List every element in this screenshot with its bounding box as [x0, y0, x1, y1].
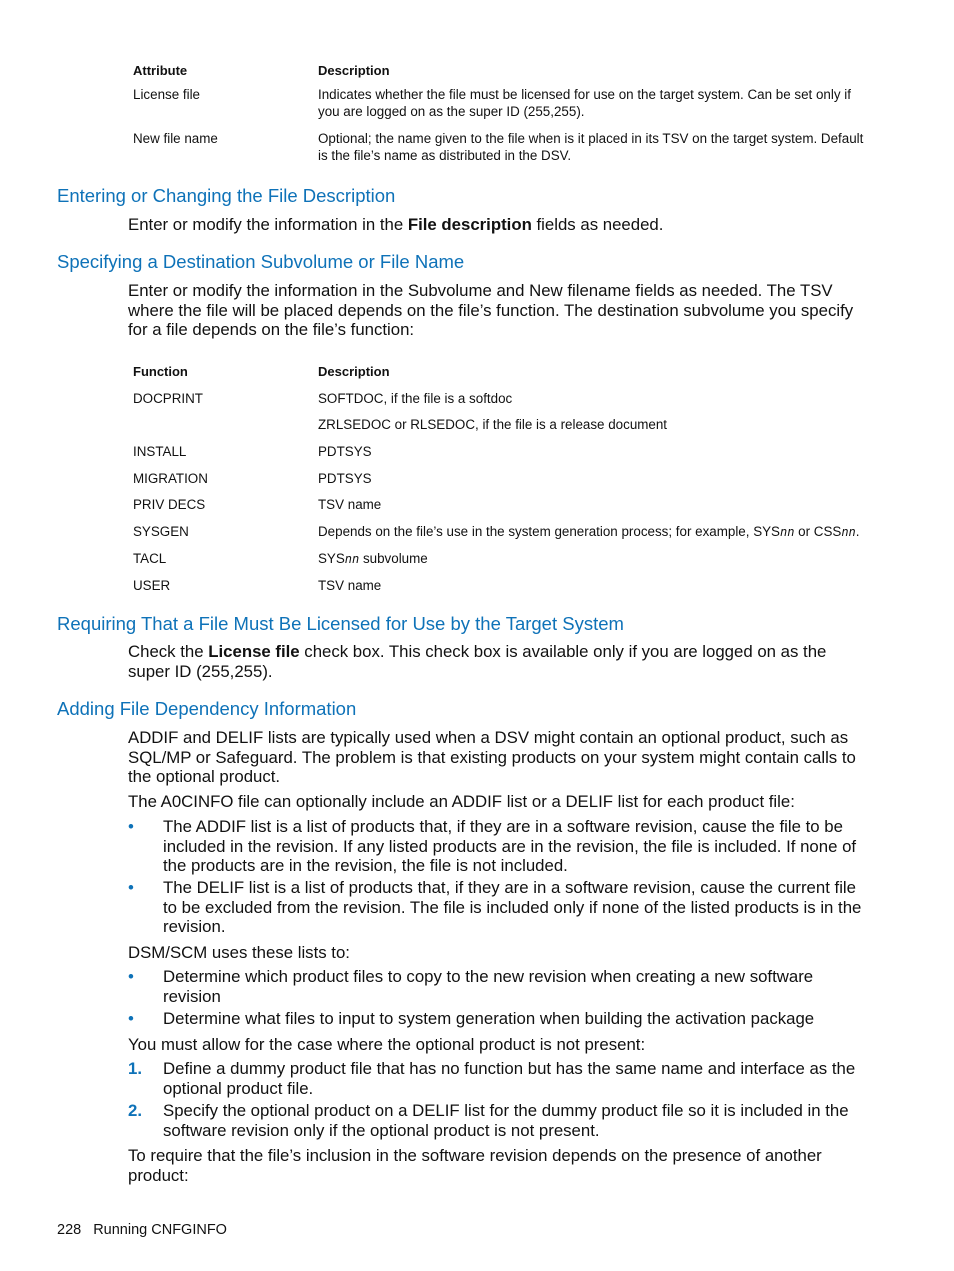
- header-function: Function: [133, 364, 188, 379]
- text-run: check box. This check box is available only if you are logged on as the super ID (255,255).: [128, 642, 827, 681]
- text-run: or CSS: [794, 524, 842, 540]
- text-run: Check the: [128, 642, 209, 661]
- numbered-step: [128, 1059, 873, 1098]
- function-description: TSV name: [318, 497, 382, 513]
- list-item: [128, 967, 873, 1006]
- table-row: [133, 87, 873, 131]
- text-run: fields as needed.: [531, 215, 664, 234]
- list-item-text: Determine which product files to copy to the new revision when creating a new software revision: [163, 967, 814, 1006]
- function-description: [318, 551, 873, 568]
- header-attribute: Attribute: [133, 63, 188, 78]
- attribute-name: License file: [133, 87, 200, 102]
- function-description: SOFTDOC, if the file is a softdoc: [318, 390, 513, 406]
- function-name: SYSGEN: [133, 524, 189, 540]
- section-heading-file-description: Entering or Changing the File Description: [57, 185, 396, 206]
- bullet-icon: •: [128, 967, 134, 986]
- table-row: [133, 471, 873, 498]
- chapter-title: Running CNFGINFO: [93, 1222, 227, 1238]
- page-footer: [57, 1222, 227, 1238]
- variable-text: nn: [841, 525, 856, 540]
- function-name: DOCPRINT: [133, 390, 203, 406]
- function-description: ZRLSEDOC or RLSEDOC, if the file is a release document: [318, 417, 668, 433]
- page-number: 228: [57, 1222, 82, 1238]
- ui-term: License file: [208, 642, 300, 661]
- list-item-text: The DELIF list is a list of products that, if they are in a software revision, cause the current file to be excluded from the revision. The file is included only if none of the listed products is in the revision.: [163, 878, 862, 936]
- paragraph: You must allow for the case where the optional product is not present:: [128, 1035, 646, 1054]
- text-run: subvolume: [359, 550, 428, 566]
- paragraph: [128, 215, 873, 235]
- bullet-icon: •: [128, 817, 134, 836]
- table-header-row: [133, 63, 873, 87]
- function-description: PDTSYS: [318, 470, 372, 486]
- bullet-icon: •: [128, 878, 134, 897]
- list-item: [128, 878, 873, 937]
- step-text: Specify the optional product on a DELIF list for the dummy product file so it is included in the software revision only if the optional product is not present.: [163, 1101, 849, 1140]
- function-name: USER: [133, 577, 171, 593]
- paragraph: To require that the file’s inclusion in the software revision depends on the presence of another product:: [128, 1146, 822, 1185]
- text-run: SYS: [318, 550, 345, 566]
- table-row: [133, 444, 873, 471]
- table-row: [133, 131, 873, 175]
- function-name: MIGRATION: [133, 470, 208, 486]
- ui-term: File description: [407, 215, 532, 234]
- bullet-icon: •: [128, 1009, 134, 1028]
- attribute-name: New file name: [133, 131, 218, 146]
- function-name: INSTALL: [133, 444, 187, 460]
- function-table: [133, 364, 873, 604]
- step-number: 1.: [128, 1059, 142, 1078]
- list-item-text: Determine what files to input to system generation when building the activation package: [163, 1009, 815, 1028]
- list-item-text: The ADDIF list is a list of products that, if they are in a software revision, cause the file to be included in the revision. If any listed products are in the revision, the file is included. If none of the products are in the revision, the file is not included.: [163, 817, 857, 875]
- section-heading-dependency: Adding File Dependency Information: [57, 698, 357, 719]
- section-heading-licensing: Requiring That a File Must Be Licensed for Use by the Target System: [57, 613, 624, 634]
- header-description: Description: [318, 63, 390, 78]
- function-name: PRIV DECS: [133, 497, 206, 513]
- text-run: Depends on the file’s use in the system generation process; for example, SYS: [318, 524, 780, 540]
- function-name: TACL: [133, 550, 167, 566]
- attribute-table: [133, 63, 873, 175]
- step-text: Define a dummy product file that has no function but has the same name and interface as the optional product file.: [163, 1059, 856, 1098]
- table-header-row: [133, 364, 873, 391]
- list-item: [128, 1009, 873, 1029]
- header-description: Description: [318, 364, 390, 379]
- step-number: 2.: [128, 1101, 142, 1120]
- section-heading-destination: Specifying a Destination Subvolume or File Name: [57, 251, 465, 272]
- attribute-description: Optional; the name given to the file when is it placed in its TSV on the target system. Default is the file’s name as distributed in the DSV.: [318, 131, 864, 163]
- table-row: [133, 391, 873, 418]
- function-description: PDTSYS: [318, 444, 372, 460]
- table-row: [133, 497, 873, 524]
- variable-text: nn: [779, 525, 795, 540]
- paragraph: ADDIF and DELIF lists are typically used when a DSV might contain an optional product, such as SQL/MP or Safeguard. The problem is that existing products on your system might contain calls to the optional product.: [128, 728, 856, 786]
- numbered-step: [128, 1101, 873, 1140]
- text-run: .: [855, 524, 860, 540]
- table-row: [133, 551, 873, 578]
- table-row: [133, 524, 873, 551]
- function-description: [318, 524, 873, 541]
- text-run: Enter or modify the information in the: [128, 215, 408, 234]
- table-row: [133, 417, 873, 444]
- function-description: TSV name: [318, 577, 382, 593]
- paragraph: Enter or modify the information in the Subvolume and New filename fields as needed. The TSV where the file will be placed depends on the file’s function. The destination subvolume you specify for a file depends on the file’s function:: [128, 281, 854, 339]
- attribute-description: Indicates whether the file must be licensed for use on the target system. Can be set only if you are logged on as the super ID (255,255).: [318, 87, 851, 119]
- paragraph: [128, 642, 873, 681]
- paragraph: The A0CINFO file can optionally include an ADDIF list or a DELIF list for each product file:: [128, 792, 795, 811]
- list-item: [128, 817, 873, 876]
- variable-text: nn: [344, 551, 360, 566]
- paragraph: DSM/SCM uses these lists to:: [128, 943, 350, 962]
- table-row: [133, 578, 873, 605]
